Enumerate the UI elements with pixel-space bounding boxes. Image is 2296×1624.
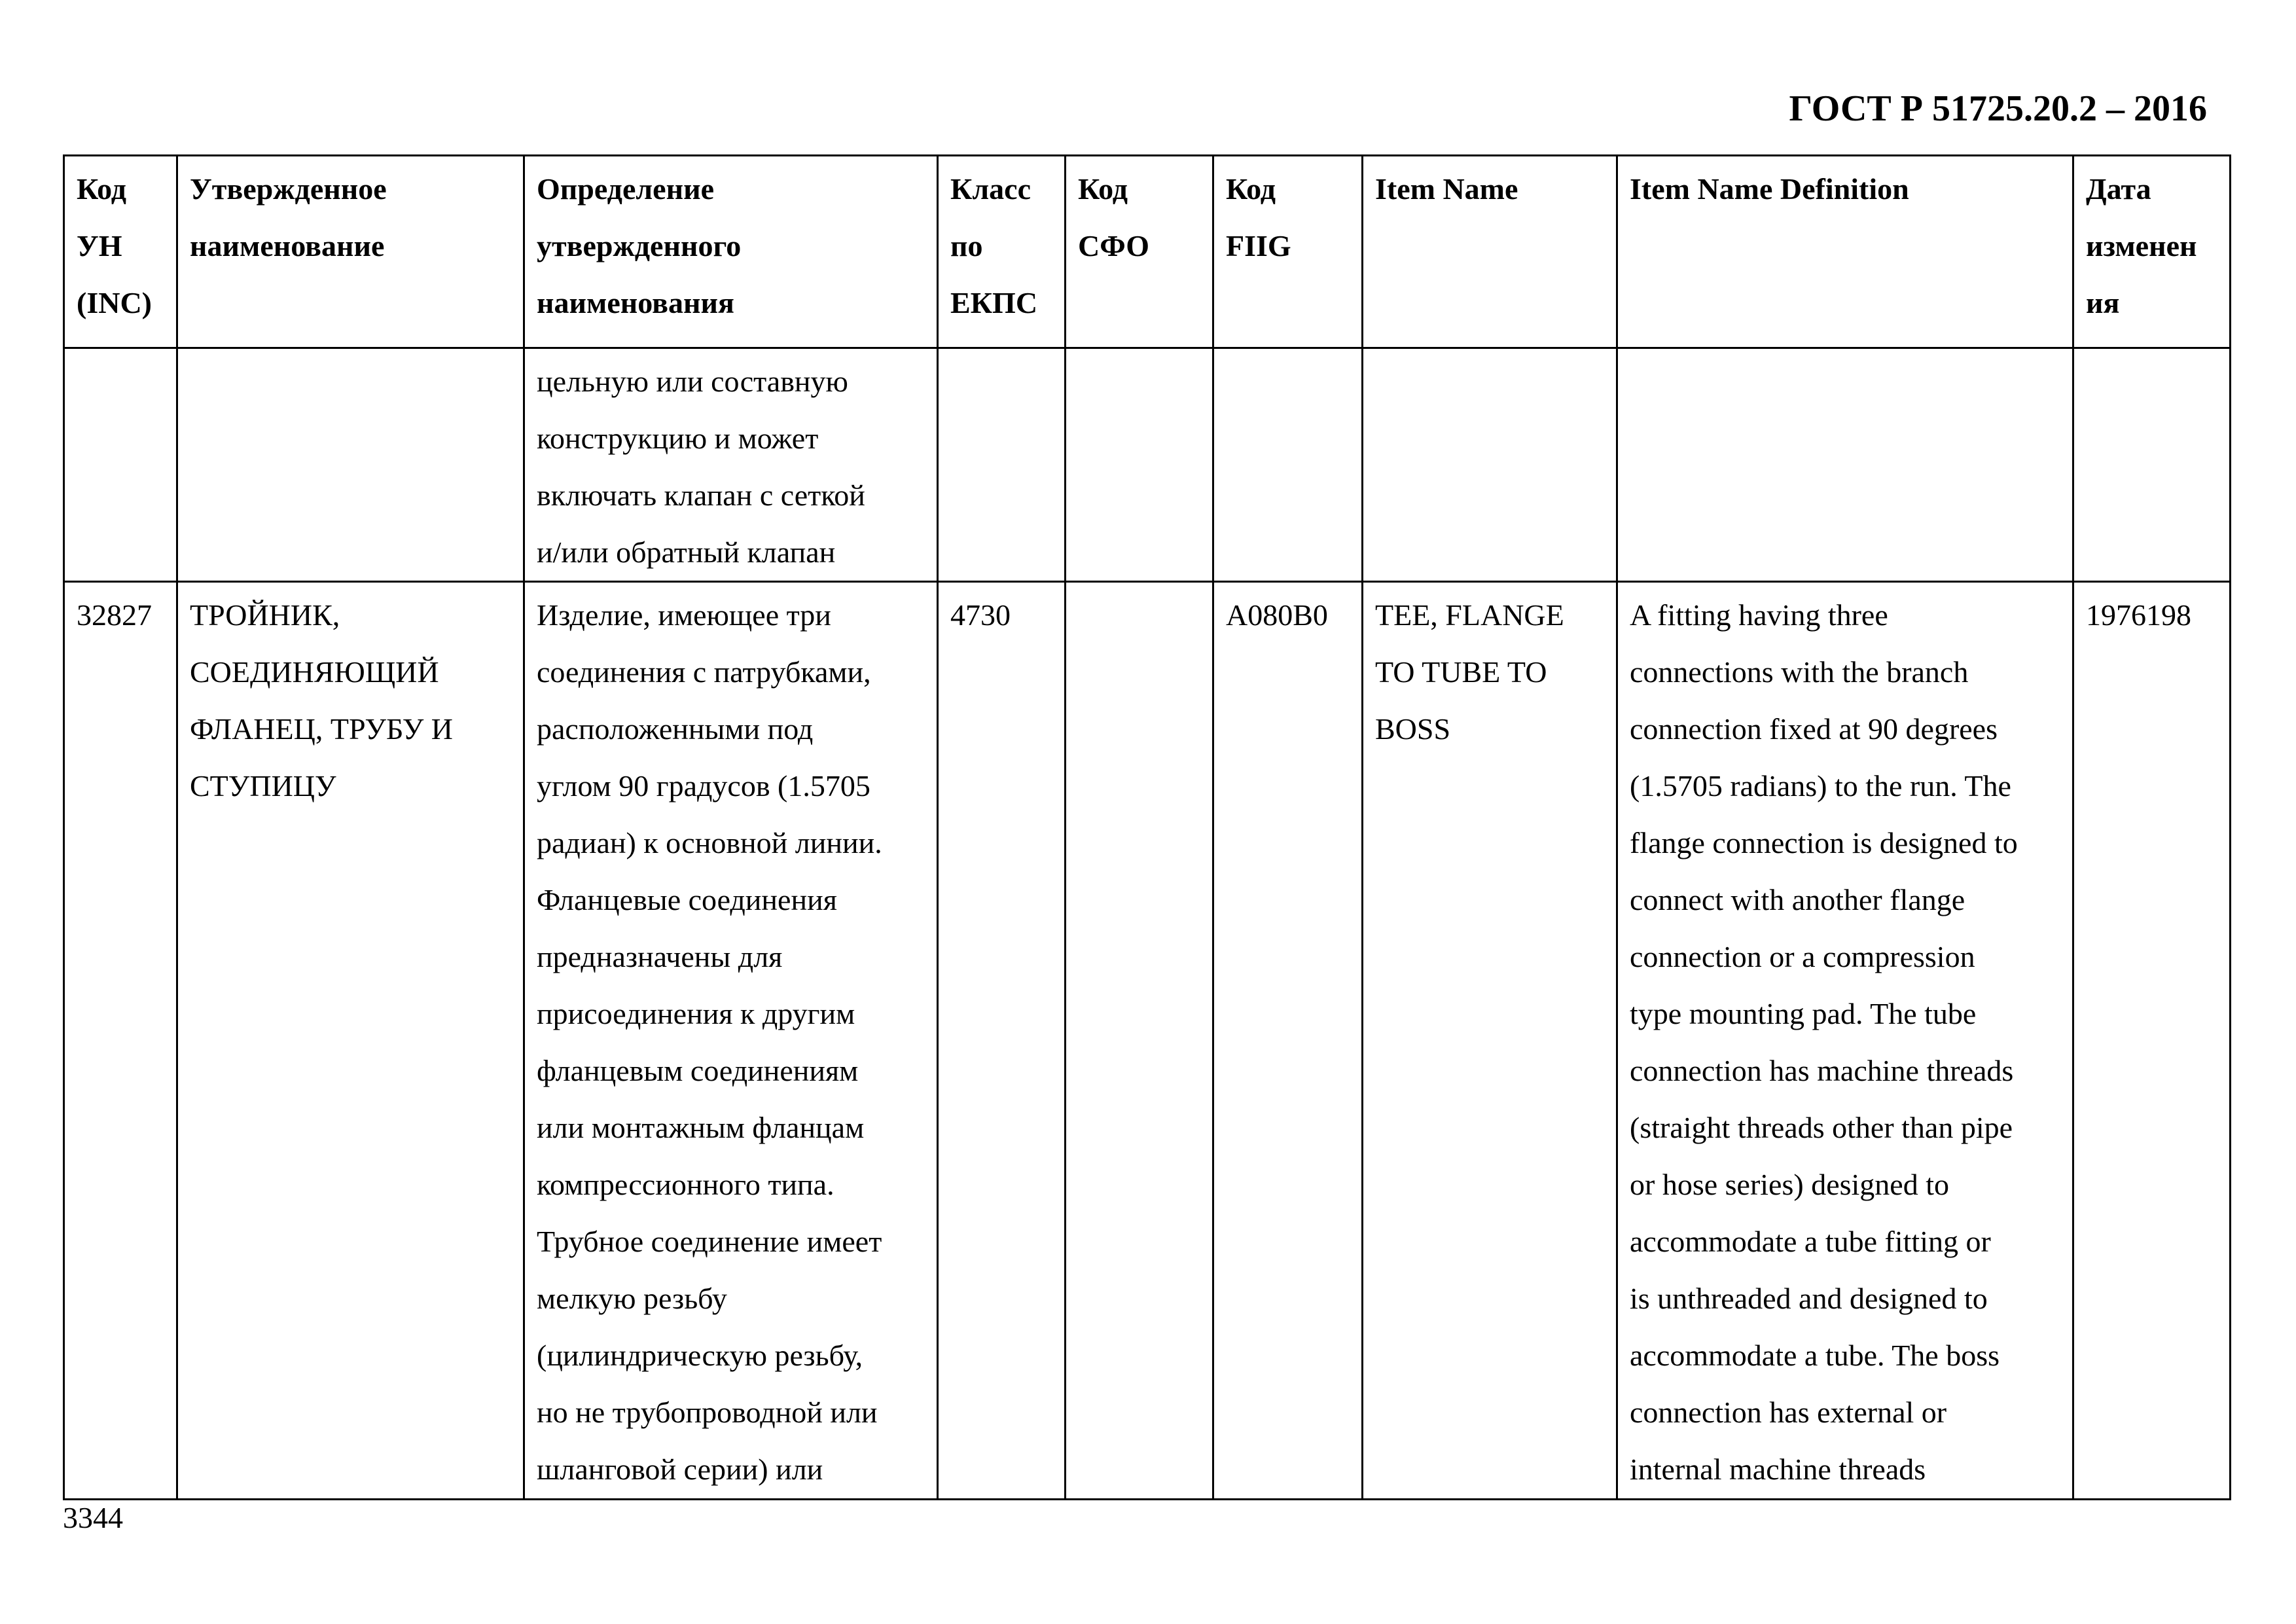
cell-item-name-definition: A fitting having three connections with the branch connection fixed at 90 degrees (1.5705 radians) to the run. The flange connection is designed to connect with another flange connection or a compression type mounting pad. The tube connection has machine threads (straight threads other than pipe or hose series) designed to accommodate a tube fitting or is unthreaded and designed to accommodate a tube. The boss connection has external or internal machine threads [1617, 582, 2073, 1500]
cell-fiig-code [1213, 348, 1363, 582]
cell-class: 4730 [938, 582, 1066, 1500]
page-number: 3344 [63, 1501, 123, 1534]
cell-approved-name: ТРОЙНИК, СОЕДИНЯЮЩИЙ ФЛАНЕЦ, ТРУБУ И СТУПИЦУ [177, 582, 524, 1500]
cell-fiig-code: A080B0 [1213, 582, 1363, 1500]
cell-date-changed [2073, 348, 2231, 582]
cell-sfo-code [1066, 582, 1213, 1500]
table-row [64, 582, 2231, 1500]
document-standard-title: ГОСТ Р 51725.20.2 – 2016 [1789, 88, 2207, 129]
table-row-continuation [64, 348, 2231, 582]
cell-item-name [1363, 348, 1617, 582]
header-item-name: Item Name [1363, 156, 1617, 348]
cell-definition: Изделие, имеющее три соединения с патрубками, расположенными под углом 90 градусов (1.5705 радиан) к основной линии. Фланцевые соединения предназначены для присоединения к другим фланцевым соединениям или монтажным фланцам компрессионного типа. Трубное соединение имеет мелкую резьбу (цилиндрическую резьбу, но не трубопроводной или шланговой серии) или [524, 582, 938, 1500]
header-date-changed: Дата изменен ия [2073, 156, 2231, 348]
cell-approved-name [177, 348, 524, 582]
cell-sfo-code [1066, 348, 1213, 582]
cell-date-changed: 1976198 [2073, 582, 2231, 1500]
cell-item-name: TEE, FLANGE TO TUBE TO BOSS [1363, 582, 1617, 1500]
header-class: Класс по ЕКПС [938, 156, 1066, 348]
header-approved-name: Утвержденное наименование [177, 156, 524, 348]
cell-inc: 32827 [64, 582, 177, 1500]
header-inc: Код УН (INC) [64, 156, 177, 348]
header-item-name-definition: Item Name Definition [1617, 156, 2073, 348]
cell-item-name-definition [1617, 348, 2073, 582]
inc-table [63, 154, 2231, 1500]
cell-inc [64, 348, 177, 582]
cell-definition: цельную или составную конструкцию и может включать клапан с сеткой и/или обратный клапан [524, 348, 938, 582]
table-header-row [64, 156, 2231, 348]
cell-class [938, 348, 1066, 582]
header-fiig-code: Код FIIG [1213, 156, 1363, 348]
header-sfo-code: Код СФО [1066, 156, 1213, 348]
header-definition: Определение утвержденного наименования [524, 156, 938, 348]
